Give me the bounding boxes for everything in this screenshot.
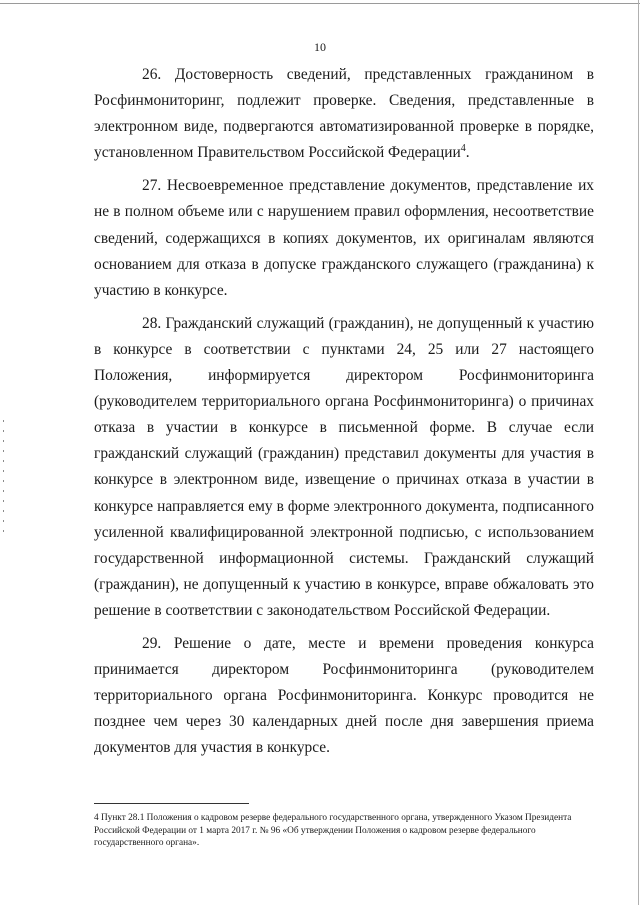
page-number: 10 [314,40,326,54]
paragraph-28: 28. Гражданский служащий (гражданин), не допущенный к участию в конкурсе в соответствии с пунктами 24, 25 или 27 настоящего Положения, информируется директором Росфинмониторинга (руководителем территориального органа Росфинмониторинга) о причинах отказа в участии в конкурсе в письменной форме. В случае если гражданский служащий (гражданин) представил документы для участия в конкурсе в электронном виде, извещение о причинах отказа в участии в конкурсе направляется ему в форме электронного документа, подписанного усиленной квалифицированной электронной подписью, с использованием государственной информационной системы. Гражданский служащий (гражданин), не допущенный к участию в конкурсе, вправе обжаловать это решение в соответствии с законодательством Российской Федерации. [94,314,594,619]
paragraph-27: 27. Несвоевременное представление документов, представление их не в полном объеме или с нарушением правил оформления, несоответствие сведений, содержащихся в копиях документов, их оригиналам являются основанием для отказа в допуске гражданского служащего (гражданина) к участию в конкурсе. [94,177,594,299]
footnote-4: 4 Пункт 28.1 Положения о кадровом резерве федерального государственного органа, утвержденного Указом Президента Российской Федерации от 1 марта 2017 г. № 96 «Об утверждении Положения о кадровом резерве федерального государственного органа». [94,813,572,848]
paragraph-26-end: . [465,144,470,162]
paragraph-26-text: 26. Достоверность сведений, представленных гражданином в Росфинмониторинг, подлежит проверке. Сведения, представленные в электронном виде, подвергаются автоматизированной проверке в порядке, установленном Правительством Российской Федерации [94,66,594,162]
footnote-separator [94,803,249,804]
paragraph-26 [94,62,594,166]
footnote-reference: 4 [460,143,466,155]
document-body [94,62,594,768]
scan-margin-marks [3,420,4,540]
paragraph-29: 29. Решение о дате, месте и времени проведения конкурса принимается директором Росфинмониторинга (руководителем территориального органа Росфинмониторинга. Конкурс проводится не позднее чем через 30 календарных дней после дня завершения приема документов для участия в конкурсе. [94,634,594,757]
scan-right-edge [638,0,639,905]
scan-top-edge [0,3,640,4]
